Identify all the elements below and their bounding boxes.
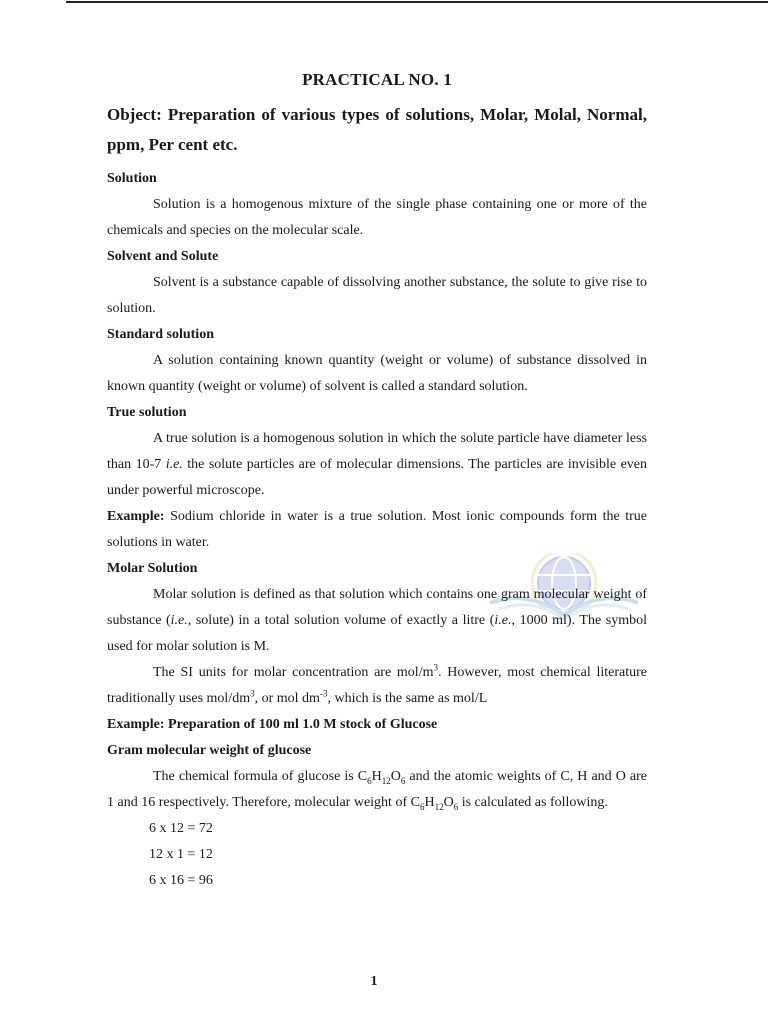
- calculation-line: 6 x 12 = 72: [149, 821, 213, 836]
- example-heading: Example: Preparation of 100 ml 1.0 M stock of Glucose: [107, 717, 438, 732]
- true-solution-definition: A true solution is a homogenous solution in which the solute particle have diameter less than 10-7 i.e. the solute particles are of molecular dimensions. The particles are invisible even under powerful microscope.: [107, 431, 647, 498]
- true-solution-heading: True solution: [107, 405, 187, 420]
- calculation-line: 6 x 16 = 96: [149, 873, 213, 888]
- solution-heading: Solution: [107, 171, 157, 186]
- glucose-formula: $C_6H_{12}O_6$: [357, 769, 406, 786]
- si-units-paragraph: The SI units for molar concentration are mol/$m^3$. However, most chemical literature traditionally uses mol/$dm^3$, or mol $dm^{-3}$, which is the same as mol/L: [107, 662, 647, 706]
- solvent-definition: Solvent is a substance capable of dissolving another substance, the solute to give rise to solution.: [107, 275, 647, 316]
- solution-definition: Solution is a homogenous mixture of the single phase containing one or more of the chemicals and species on the molecular scale.: [107, 197, 647, 238]
- molar-solution-heading: Molar Solution: [107, 561, 198, 576]
- glucose-formula: $C_6H_{12}O_6$: [410, 795, 459, 812]
- practical-page: [107, 70, 647, 894]
- gram-molecular-weight-heading: Gram molecular weight of glucose: [107, 743, 312, 758]
- glucose-paragraph: The chemical formula of glucose is $C_6H_{12}O_6$ and the atomic weights of C, H and O are 1 and 16 respectively. Therefore, molecular weight of $C_6H_{12}O_6$ is calculated as following.: [107, 769, 647, 812]
- page-number: 1: [370, 974, 378, 989]
- top-rule: [66, 1, 768, 3]
- page-title: PRACTICAL NO. 1: [302, 70, 452, 89]
- standard-solution-definition: A solution containing known quantity (weight or volume) of substance dissolved in known quantity (weight or volume) of solvent is called a standard solution.: [107, 353, 647, 394]
- solvent-heading: Solvent and Solute: [107, 249, 219, 264]
- standard-solution-heading: Standard solution: [107, 327, 214, 342]
- calculation-line: 12 x 1 = 12: [149, 847, 213, 862]
- molar-solution-definition: Molar solution is defined as that solution which contains one gram molecular weight of substance (i.e., solute) in a total solution volume of exactly a litre (i.e., 1000 ml). The symbol used for molar solution is M.: [107, 587, 647, 654]
- object-statement: Object: Preparation of various types of solutions, Molar, Molal, Normal, ppm, Per cent etc.: [107, 105, 647, 154]
- true-solution-example: Example: Sodium chloride in water is a true solution. Most ionic compounds form the true solutions in water.: [107, 509, 647, 550]
